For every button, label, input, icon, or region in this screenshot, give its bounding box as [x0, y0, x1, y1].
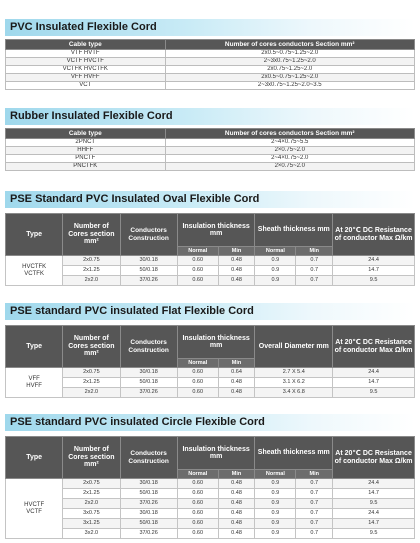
header-resistance: At 20℃ DC Resistance of conductor Max Ω/km [333, 326, 415, 368]
table-cell: 0.9 [255, 499, 296, 509]
table-cell: 30/0.18 [120, 509, 177, 519]
table-cell: 9.5 [333, 276, 415, 286]
table-cell: 0.9 [255, 509, 296, 519]
header-cores-section: Number of cores conductors Section mm² [165, 40, 415, 50]
subheader-min: Min [218, 470, 255, 479]
table-cell: 0.48 [218, 378, 255, 388]
table-cell: VFF HVFF [6, 74, 166, 82]
table-cell: 0.48 [218, 276, 255, 286]
table-cell: 0.48 [218, 479, 255, 489]
table-cell: 2.7 X 5.4 [255, 368, 333, 378]
table-cell: 0.9 [255, 276, 296, 286]
table-cell: 37/0.26 [120, 276, 177, 286]
table-cell: 0.48 [218, 499, 255, 509]
table-cell: 0.60 [177, 378, 218, 388]
table-body [6, 139, 415, 171]
table-cell: 24.4 [333, 509, 415, 519]
section-rubber-flexible-cord [5, 108, 415, 171]
table-cell: 2×0.75~2.0 [165, 163, 415, 171]
table-cell: 0.9 [255, 529, 296, 539]
table-cell: 2x1.25 [63, 378, 120, 388]
section-title: PSE Standard PVC Insulated Oval Flexible Cord [5, 191, 415, 208]
header-insulation: Insulation thickness mm [177, 326, 255, 359]
table-cell: 9.5 [333, 529, 415, 539]
header-cable-type: Cable type [6, 40, 166, 50]
table-cell: VTF HVTF [6, 50, 166, 58]
table-cell: 14.7 [333, 378, 415, 388]
table-cell: 2x2.0 [63, 388, 120, 398]
table-cell: 37/0.26 [120, 529, 177, 539]
table-cell: 30/0.18 [120, 368, 177, 378]
table-row [6, 368, 415, 378]
table-cell: 2~4×0.75~5.5 [165, 139, 415, 147]
header-resistance: At 20℃ DC Resistance of conductor Max Ω/km [333, 214, 415, 256]
table-cell: 0.9 [255, 519, 296, 529]
table-cell: 2x2.0 [63, 499, 120, 509]
table-cell: 50/0.18 [120, 489, 177, 499]
table-cell: 14.7 [333, 489, 415, 499]
table-row [6, 163, 415, 171]
type-label: HVCTF [24, 501, 45, 508]
type-label: VFF [28, 375, 40, 382]
table-cell: 0.7 [296, 509, 333, 519]
table-row [6, 50, 415, 58]
header-cores: Number of Cores section mm² [63, 214, 120, 256]
table-cell: 2x0.75 [63, 368, 120, 378]
table-cell: 2x0.75 [63, 479, 120, 489]
header-cores-section: Number of cores conductors Section mm² [165, 129, 415, 139]
table-cell: 2x0.5~0.75~1.25~2.0 [165, 50, 415, 58]
table-cell: 0.7 [296, 256, 333, 266]
section-title: PSE standard PVC insulated Circle Flexible Cord [5, 414, 415, 431]
table-cell: 2x0.5~0.75~1.25~2.0 [165, 74, 415, 82]
section-pvc-flexible-cord [5, 19, 415, 90]
table-cell: 24.4 [333, 368, 415, 378]
table-cell: 0.7 [296, 499, 333, 509]
table-cell: 0.60 [177, 499, 218, 509]
table-cell: VCTFK HVCTFK [6, 66, 166, 74]
table-row [6, 529, 415, 539]
table-body [6, 50, 415, 90]
header-type: Type [6, 214, 63, 256]
section-pse-circle-cord [5, 414, 415, 539]
table-row [6, 155, 415, 163]
header-type: Type [6, 326, 63, 368]
table-cell: 0.7 [296, 519, 333, 529]
table-cell: 30/0.18 [120, 256, 177, 266]
type-cell [6, 256, 63, 286]
type-cell [6, 479, 63, 539]
table-cell: 2x0.75 [63, 256, 120, 266]
header-type: Type [6, 437, 63, 479]
table-cell: 2×0.75~2.0 [165, 147, 415, 155]
subheader-normal: Normal [255, 247, 296, 256]
table-cell: 2~4×0.75~2.0 [165, 155, 415, 163]
section-pse-flat-cord [5, 303, 415, 398]
table-cell: 0.7 [296, 276, 333, 286]
table-cell: 0.60 [177, 479, 218, 489]
table-cell: 37/0.26 [120, 499, 177, 509]
type-label: HVCTFK [22, 263, 47, 270]
table-cell: 0.7 [296, 489, 333, 499]
table-row [6, 147, 415, 155]
table-cell: 0.60 [177, 266, 218, 276]
table-cell: 2x1.25 [63, 489, 120, 499]
table-cell: 2~3x0.75~1.25~2.0~3.5 [165, 82, 415, 90]
subheader-min: Min [218, 247, 255, 256]
table-cell: 2x0.75~1.25~2.0 [165, 66, 415, 74]
table-row [6, 74, 415, 82]
table-cell: 0.9 [255, 256, 296, 266]
subheader-normal: Normal [177, 359, 218, 368]
table-cell: 0.48 [218, 388, 255, 398]
table-row [6, 66, 415, 74]
table-cell: 0.60 [177, 509, 218, 519]
header-insulation: Insulation thickness mm [177, 214, 255, 247]
table-cell: 0.7 [296, 266, 333, 276]
header-construction: Conductors Construction [120, 214, 177, 256]
table-cell: 37/0.26 [120, 388, 177, 398]
table-row [6, 479, 415, 489]
section-title: PVC Insulated Flexible Cord [5, 19, 415, 36]
table-cell: 0.9 [255, 479, 296, 489]
type-label: VCTF [26, 508, 42, 515]
table-row [6, 139, 415, 147]
table-row [6, 266, 415, 276]
table-cell: 3x1.25 [63, 519, 120, 529]
spec-table [5, 325, 415, 398]
table-cell: 0.48 [218, 266, 255, 276]
table-cell: PNCTF [6, 155, 166, 163]
header-construction: Conductors Construction [120, 326, 177, 368]
table-cell: 3x0.75 [63, 509, 120, 519]
table-cell: 24.4 [333, 479, 415, 489]
table-cell: VCT [6, 82, 166, 90]
type-label: HVFF [26, 382, 42, 389]
table-cell: 0.60 [177, 256, 218, 266]
section-title: Rubber Insulated Flexible Cord [5, 108, 415, 125]
table-cell: 0.9 [255, 489, 296, 499]
table-cell: VCTF HVCTF [6, 58, 166, 66]
header-cable-type: Cable type [6, 129, 166, 139]
subheader-min: Min [296, 470, 333, 479]
header-construction: Conductors Construction [120, 437, 177, 479]
table-cell: 3.4 X 6.8 [255, 388, 333, 398]
header-cores: Number of Cores section mm² [63, 326, 120, 368]
table-cell: 9.5 [333, 499, 415, 509]
table-cell: 0.48 [218, 489, 255, 499]
spec-table [5, 128, 415, 171]
header-overall-diameter: Overall Diameter mm [255, 326, 333, 368]
header-sheath: Sheath thickness mm [255, 214, 333, 247]
table-cell: 14.7 [333, 519, 415, 529]
table-cell: 24.4 [333, 256, 415, 266]
header-resistance: At 20℃ DC Resistance of conductor Max Ω/km [333, 437, 415, 479]
table-cell: 0.60 [177, 368, 218, 378]
table-row [6, 388, 415, 398]
table-cell: 3.1 X 6.2 [255, 378, 333, 388]
spec-table [5, 213, 415, 286]
table-cell: PNCTFK [6, 163, 166, 171]
table-row [6, 276, 415, 286]
table-cell: 0.48 [218, 519, 255, 529]
spec-table [5, 436, 415, 539]
subheader-min: Min [218, 359, 255, 368]
table-cell: 2~3x0.75~1.25~2.0 [165, 58, 415, 66]
header-insulation: Insulation thickness mm [177, 437, 255, 470]
table-cell: 0.60 [177, 276, 218, 286]
header-sheath: Sheath thickness mm [255, 437, 333, 470]
table-cell: 0.7 [296, 529, 333, 539]
table-cell: 9.5 [333, 388, 415, 398]
section-pse-oval-cord [5, 191, 415, 286]
table-row [6, 378, 415, 388]
table-row [6, 82, 415, 90]
subheader-min: Min [296, 247, 333, 256]
table-cell: 0.48 [218, 529, 255, 539]
table-cell: 14.7 [333, 266, 415, 276]
table-body [6, 256, 415, 286]
table-cell: 0.60 [177, 519, 218, 529]
table-row [6, 499, 415, 509]
table-cell: 2x2.0 [63, 276, 120, 286]
table-cell: 0.9 [255, 266, 296, 276]
table-cell: 2x1.25 [63, 266, 120, 276]
subheader-normal: Normal [177, 247, 218, 256]
table-cell: 3x2.0 [63, 529, 120, 539]
table-cell: 0.60 [177, 489, 218, 499]
table-row [6, 509, 415, 519]
table-cell: 2PNCT [6, 139, 166, 147]
table-cell: 0.60 [177, 529, 218, 539]
table-row [6, 489, 415, 499]
table-cell: 0.60 [177, 388, 218, 398]
table-body [6, 479, 415, 539]
type-cell [6, 368, 63, 398]
table-row [6, 58, 415, 66]
table-cell: HHFF [6, 147, 166, 155]
table-cell: 0.48 [218, 509, 255, 519]
header-cores: Number of Cores section mm² [63, 437, 120, 479]
subheader-normal: Normal [255, 470, 296, 479]
type-label: VCTFK [24, 270, 44, 277]
table-row [6, 519, 415, 529]
table-cell: 50/0.18 [120, 378, 177, 388]
table-cell: 50/0.18 [120, 519, 177, 529]
section-title: PSE standard PVC insulated Flat Flexible Cord [5, 303, 415, 320]
spec-table [5, 39, 415, 90]
subheader-normal: Normal [177, 470, 218, 479]
table-cell: 30/0.18 [120, 479, 177, 489]
table-body [6, 368, 415, 398]
table-cell: 0.64 [218, 368, 255, 378]
table-row [6, 256, 415, 266]
table-cell: 0.7 [296, 479, 333, 489]
table-cell: 50/0.18 [120, 266, 177, 276]
table-cell: 0.48 [218, 256, 255, 266]
